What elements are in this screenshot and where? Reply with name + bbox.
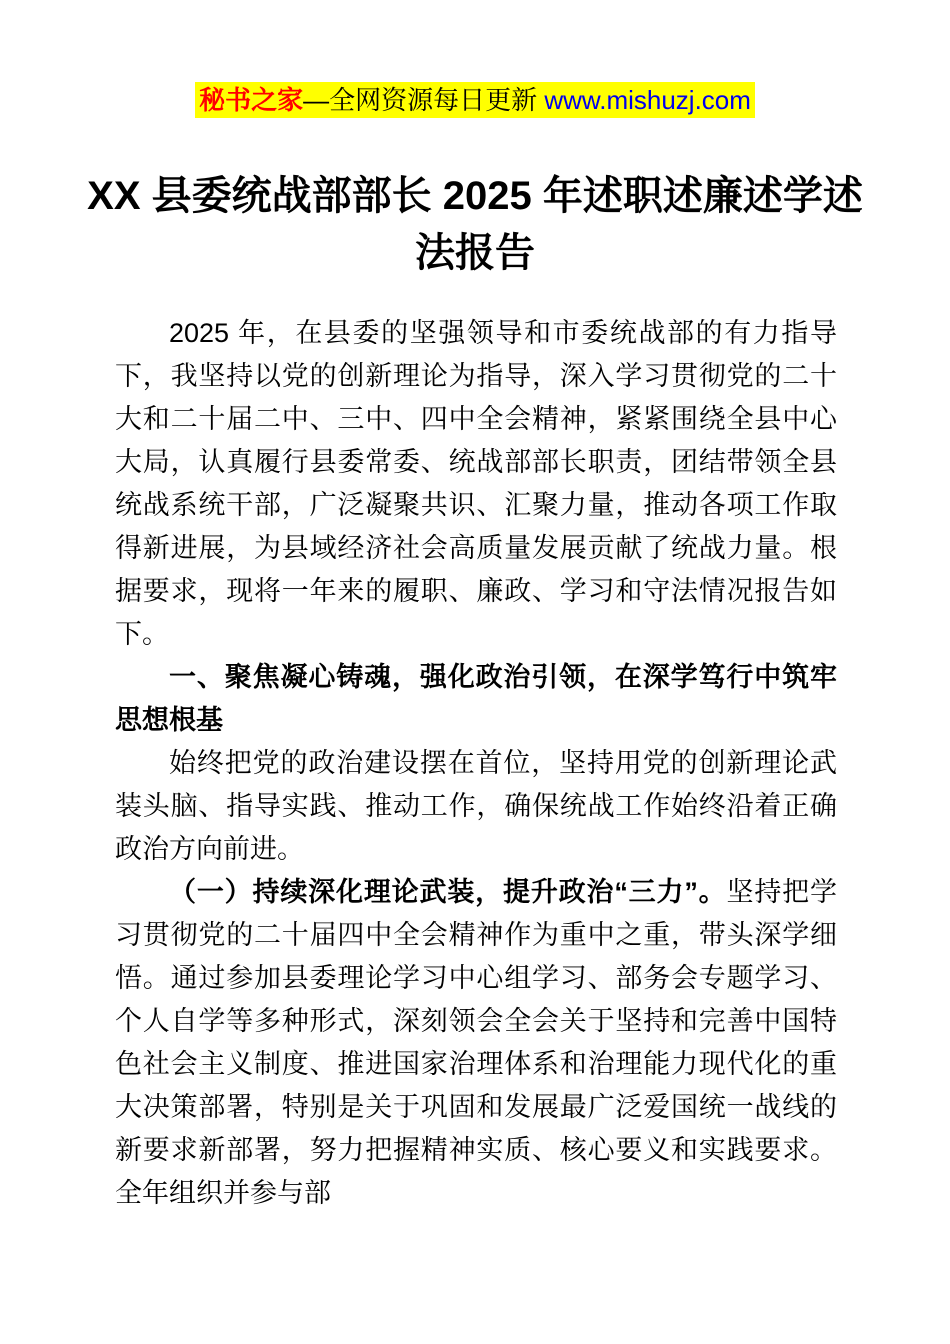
section-heading: 一、聚焦凝心铸魂，强化政治引领，在深学笃行中筑牢思想根基	[115, 662, 837, 735]
subsection-paragraph	[115, 871, 837, 1215]
site-name: 秘书之家	[199, 85, 304, 115]
banner-tagline: —全网资源每日更新	[303, 85, 545, 115]
site-url-link[interactable]: www.mishuzj.com	[544, 85, 751, 115]
title-line-2: 法报告	[415, 231, 535, 275]
banner-highlight	[195, 82, 755, 118]
document-title	[60, 168, 890, 282]
header-banner	[0, 0, 950, 124]
body-paragraph: 始终把党的政治建设摆在首位，坚持用党的创新理论武装头脑、指导实践、推动工作，确保统战工作始终沿着正确政治方向前进。	[115, 748, 837, 864]
intro-paragraph: 2025 年，在县委的坚强领导和市委统战部的有力指导下，我坚持以党的创新理论为指导，深入学习贯彻党的二十大和二十届二中、三中、四中全会精神，紧紧围绕全县中心大局，认真履行县委常委、统战部部长职责，团结带领全县统战系统干部，广泛凝聚共识、汇聚力量，推动各项工作取得新进展，为县域经济社会高质量发展贡献了统战力量。根据要求，现将一年来的履职、廉政、学习和守法情况报告如下。	[115, 318, 837, 649]
subsection-text: 坚持把学习贯彻党的二十届四中全会精神作为重中之重，带头深学细悟。通过参加县委理论学习中心组学习、部务会专题学习、个人自学等多种形式，深刻领会全会关于坚持和完善中国特色社会主义制度、推进国家治理体系和治理能力现代化的重大决策部署，特别是关于巩固和发展最广泛爱国统一战线的新要求新部署，努力把握精神实质、核心要义和实践要求。全年组织并参与部	[115, 877, 837, 1208]
document-body	[115, 312, 837, 1215]
subsection-lead: （一）持续深化理论武装，提升政治“三力”。	[169, 877, 727, 907]
title-line-1: XX 县委统战部部长 2025 年述职述廉述学述	[87, 174, 863, 218]
